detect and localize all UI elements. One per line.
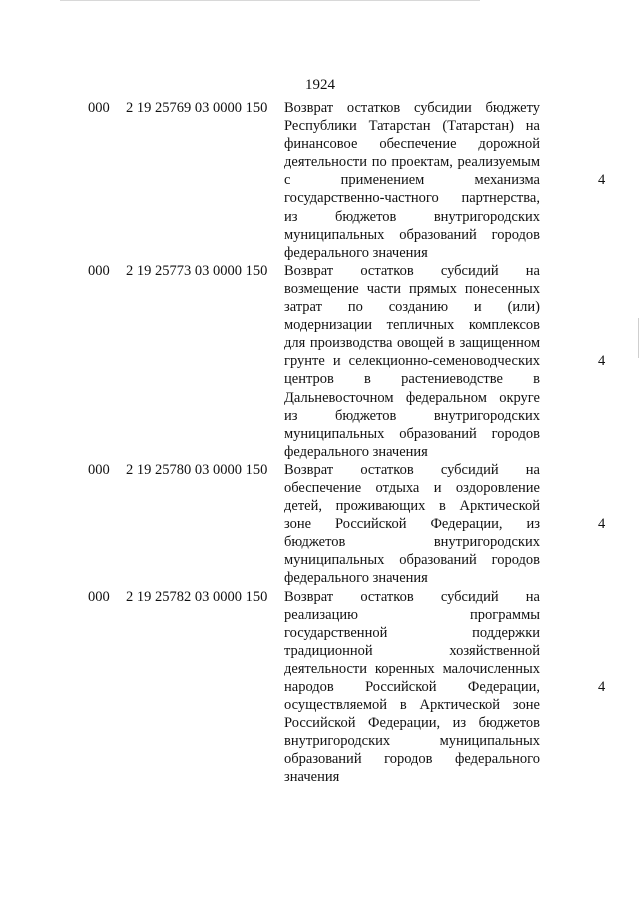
table-row bbox=[0, 461, 640, 588]
admin-code: 000 bbox=[88, 262, 110, 279]
description-line: возмещение части прямых понесенных bbox=[284, 280, 540, 297]
description-line: Российской Федерации, из бюджетов bbox=[284, 715, 540, 732]
description-line: Дальневосточном федеральном округе bbox=[284, 389, 540, 406]
budget-classification-code: 2 19 25773 03 0000 150 bbox=[126, 262, 268, 279]
budget-classification-code: 2 19 25782 03 0000 150 bbox=[126, 588, 268, 605]
description-line: из бюджетов внутригородских bbox=[284, 407, 540, 424]
budget-code-table bbox=[0, 99, 640, 787]
description-line: детей, проживающих в Арктической bbox=[284, 498, 540, 515]
description-line: грунте и селекционно-семеноводческих bbox=[284, 353, 540, 370]
description-line: Возврат остатков субсидии бюджету bbox=[284, 100, 540, 116]
description-line: для производства овощей в защищенном bbox=[284, 335, 540, 352]
description-line: деятельности коренных малочисленных bbox=[284, 660, 540, 677]
description-line: центров в растениеводстве в bbox=[284, 371, 540, 388]
description-line: Возврат остатков субсидий на bbox=[284, 262, 540, 279]
income-description bbox=[284, 461, 540, 588]
description-line: зоне Российской Федерации, из bbox=[284, 516, 540, 533]
page-number: 1924 bbox=[305, 77, 335, 93]
income-description bbox=[284, 588, 540, 787]
admin-code: 000 bbox=[88, 100, 110, 116]
description-line: Возврат остатков субсидий на bbox=[284, 461, 540, 478]
budget-classification-code: 2 19 25769 03 0000 150 bbox=[126, 100, 268, 116]
description-line: с применением механизма bbox=[284, 172, 540, 189]
amount-value: 4 bbox=[598, 678, 606, 695]
description-line: значения bbox=[284, 769, 340, 786]
amount-value: 4 bbox=[598, 515, 606, 532]
description-line: образований городов федерального bbox=[284, 751, 540, 768]
description-line: федерального значения bbox=[284, 244, 428, 261]
description-line: внутригородских муниципальных bbox=[284, 733, 540, 750]
description-line: федерального значения bbox=[284, 570, 428, 587]
description-line: из бюджетов внутригородских bbox=[284, 208, 540, 225]
description-line: деятельности по проектам, реализуемым bbox=[284, 154, 540, 171]
amount-value: 4 bbox=[598, 172, 606, 188]
income-description bbox=[284, 99, 540, 262]
description-line: муниципальных образований городов bbox=[284, 552, 540, 569]
description-line: государственной поддержки bbox=[284, 624, 540, 641]
description-line: обеспечение отдыха и оздоровление bbox=[284, 479, 540, 496]
description-line: бюджетов внутригородских bbox=[284, 534, 540, 551]
scan-top-edge bbox=[60, 0, 480, 1]
description-line: федерального значения bbox=[284, 443, 428, 460]
description-line: традиционной хозяйственной bbox=[284, 642, 540, 659]
description-line: модернизации тепличных комплексов bbox=[284, 317, 540, 334]
description-line: затрат по созданию и (или) bbox=[284, 299, 540, 316]
description-line: реализацию программы bbox=[284, 606, 540, 623]
description-line: народов Российской Федерации, bbox=[284, 679, 540, 695]
table-row bbox=[0, 99, 640, 262]
income-description bbox=[284, 262, 540, 461]
description-line: Возврат остатков субсидий на bbox=[284, 588, 540, 605]
table-row bbox=[0, 262, 640, 461]
description-line: финансовое обеспечение дорожной bbox=[284, 136, 540, 153]
description-line: осуществляемой в Арктической зоне bbox=[284, 697, 540, 714]
admin-code: 000 bbox=[88, 588, 110, 605]
table-row bbox=[0, 588, 640, 787]
description-line: муниципальных образований городов bbox=[284, 226, 540, 243]
description-line: Республики Татарстан (Татарстан) на bbox=[284, 118, 540, 135]
description-line: муниципальных образований городов bbox=[284, 425, 540, 442]
budget-classification-code: 2 19 25780 03 0000 150 bbox=[126, 461, 268, 478]
amount-value: 4 bbox=[598, 352, 606, 369]
description-line: государственно-частного партнерства, bbox=[284, 190, 540, 207]
admin-code: 000 bbox=[88, 461, 110, 478]
